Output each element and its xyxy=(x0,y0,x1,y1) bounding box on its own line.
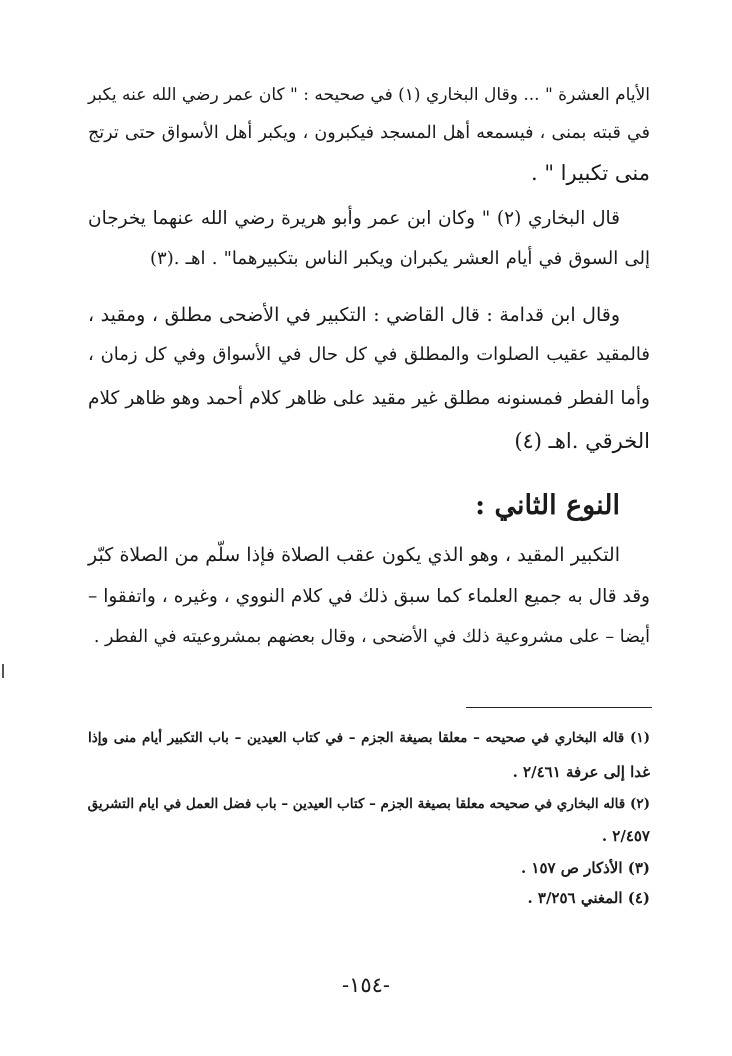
footnote-2-line-1: (٢) قاله البخاري في صحيحه معلقا بصيغة الجزم – كتاب العيدين – باب فضل العمل في ايام التشريق xyxy=(87,796,650,812)
footnote-separator xyxy=(466,707,652,708)
page-number: -١٥٤- xyxy=(341,973,391,997)
paragraph-4-line-2: وقد قال به جميع العلماء كما سبق ذلك في كلام النووي ، وغيره ، واتفقوا – xyxy=(88,586,650,607)
paragraph-2-line-2: إلى السوق في أيام العشر يكبران ويكبر الناس بتكبيرهما" . اهـ .(٣) xyxy=(150,248,650,269)
paragraph-4-line-3: أيضا – على مشروعية ذلك في الأضحى ، وقال بعضهم بمشروعيته في الفطر . xyxy=(93,627,650,647)
paragraph-1-line-3: منى تكبيرا " . xyxy=(531,161,650,185)
footnote-2-line-2: ٢/٤٥٧ . xyxy=(601,827,650,845)
paragraph-3-line-4: الخرقي .اهـ (٤) xyxy=(514,429,650,453)
paragraph-3-line-1: وقال ابن قدامة : قال القاضي : التكبير في الأضحى مطلق ، ومقيد ، xyxy=(88,304,620,326)
paragraph-4-line-1: التكبير المقيد ، وهو الذي يكون عقب الصلاة فإذا سلّم من الصلاة كبّر xyxy=(88,544,620,566)
paragraph-3-line-3: وأما الفطر فمسنونه مطلق غير مقيد على ظاهر كلام أحمد وهو ظاهر كلام xyxy=(88,388,650,409)
scan-edge-mark xyxy=(2,664,4,678)
paragraph-1-line-2: في قبته بمنى ، فيسمعه أهل المسجد فيكبرون ، ويكبر أهل الأسواق حتى ترتج xyxy=(88,123,650,143)
footnote-3: (٣) الأذكار ص ١٥٧ . xyxy=(520,859,650,877)
paragraph-3-line-2: فالمقيد عقيب الصلوات والمطلق في كل حال في الأسواق وفي كل زمان ، xyxy=(88,344,650,365)
paragraph-1-line-1: الأيام العشرة " ... وقال البخاري (١) في صحيحه : " كان عمر رضي الله عنه يكبر xyxy=(88,85,650,105)
footnote-1-line-2: غدا إلى عرفة ٢/٤٦١ . xyxy=(512,763,650,781)
paragraph-2-line-1: قال البخاري (٢) " وكان ابن عمر وأبو هريرة رضي الله عنهما يخرجان xyxy=(88,208,620,229)
section-heading: النوع الثاني : xyxy=(475,490,620,521)
footnote-1-line-1: (١) قاله البخاري في صحيحه – معلقا بصيغة الجزم – في كتاب العيدين – باب التكبير أيام منى وإذا xyxy=(88,730,650,746)
footnote-4: (٤) المغني ٣/٢٥٦ . xyxy=(527,889,650,907)
